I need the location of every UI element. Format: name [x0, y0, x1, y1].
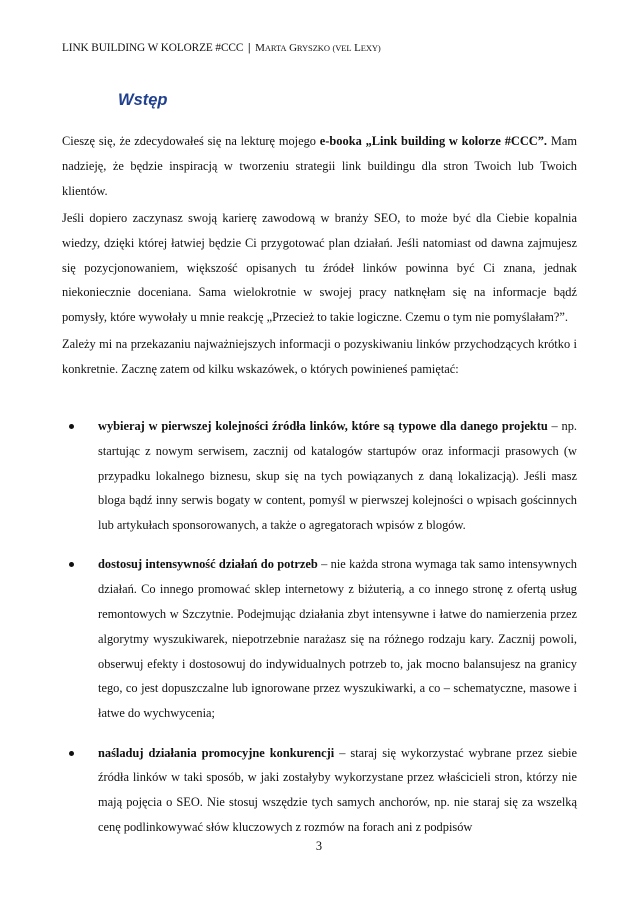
page-number: 3	[315, 839, 323, 853]
list-item: naśladuj działania promocyjne konkurencji – staraj się wykorzystać wybrane przez siebie źródła linków w taki sposób, w jaki zostałyby wykorzystane przez właścicieli stron, którzy nie mają pojęcia o SEO. Nie stosuj wszędzie tych samych anchorów, np. nie staraj się za wszelką cenę podlinkowywać słów kluczowych z rozmów na forach ani z podpisów	[62, 741, 577, 840]
header-separator: |	[248, 42, 251, 54]
bullet-icon	[69, 751, 74, 756]
running-header	[62, 42, 381, 54]
list-item: dostosuj intensywność działań do potrzeb – nie każda strona wymaga tak samo intensywnych działań. Co innego promować sklep internetowy z biżuterią, a co innego stronę z ofertą usług remontowych w Szczytnie. Podejmując działania zbyt intensywne i łatwe do namierzenia przez algorytmy wyszukiwarek, niepotrzebnie narażasz się na różnego rodzaju kary. Zacznij powoli, obserwuj efekty i dostosowuj do indywidualnych potrzeb to, jak mocno balansujesz na granicy tego, co jest dopuszczalne lub ignorowane przez wyszukiwarki, a co – schematyczne, masowe i łatwe do wychwycenia;	[62, 552, 577, 726]
header-title: LINK BUILDING W KOLORZE #CCC	[62, 42, 244, 54]
list-item: wybieraj w pierwszej kolejności źródła linków, które są typowe dla danego projektu – np. startując z nowym serwisem, zacznij od katalogów startupów oraz informacji prasowych (w przypadku lokalnego biznesu, skup się na tych powiązanych z daną lokalizacją). Jeśli masz bloga bądź inny serwis bogaty w content, pomyśl w pierwszej kolejności o wpisach gościnnych lub artykułach sponsorowanych, a także o agregatorach wpisów z blogów.	[62, 414, 577, 538]
header-author: MARTA GRYSZKO (VEL LEXY)	[255, 42, 381, 54]
tips-list	[62, 414, 577, 840]
ebook-title: e-booka „Link building w kolorze #CCC”.	[319, 134, 548, 148]
bullet-icon	[69, 424, 74, 429]
paragraph-career: Jeśli dopiero zaczynasz swoją karierę zawodową w branży SEO, to może być dla Ciebie kopalnia wiedzy, dzięki której łatwiej będzie Ci przygotować plan działań. Jeśli natomiast od dawna zajmujesz się pozycjonowaniem, większość opisanych tu źródeł linków powinna być Ci znana, jednak niekoniecznie doceniana. Sama wielokrotnie w swojej pracy natknęłam się na informacje bądź pomysły, które wywołały u mnie reakcję „Przecież to takie logiczne. Czemu o tym nie pomyślałam?”.	[62, 211, 577, 325]
paragraph-tips-intro: Zależy mi na przekazaniu najważniejszych informacji o pozyskiwaniu linków przychodzących krótko i konkretnie. Zacznę zatem od kilku wskazówek, o których powinieneś pamiętać:	[62, 337, 577, 376]
section-heading: Wstęp	[118, 91, 168, 109]
paragraph-intro: Cieszę się, że zdecydowałeś się na lekturę mojego e-booka „Link building w kolorze #CCC”. Mam nadzieję, że będzie inspiracją w tworzeniu strategii link buildingu dla stron Twoich lub Twoich klientów.	[62, 134, 577, 198]
bullet-icon	[69, 562, 74, 567]
